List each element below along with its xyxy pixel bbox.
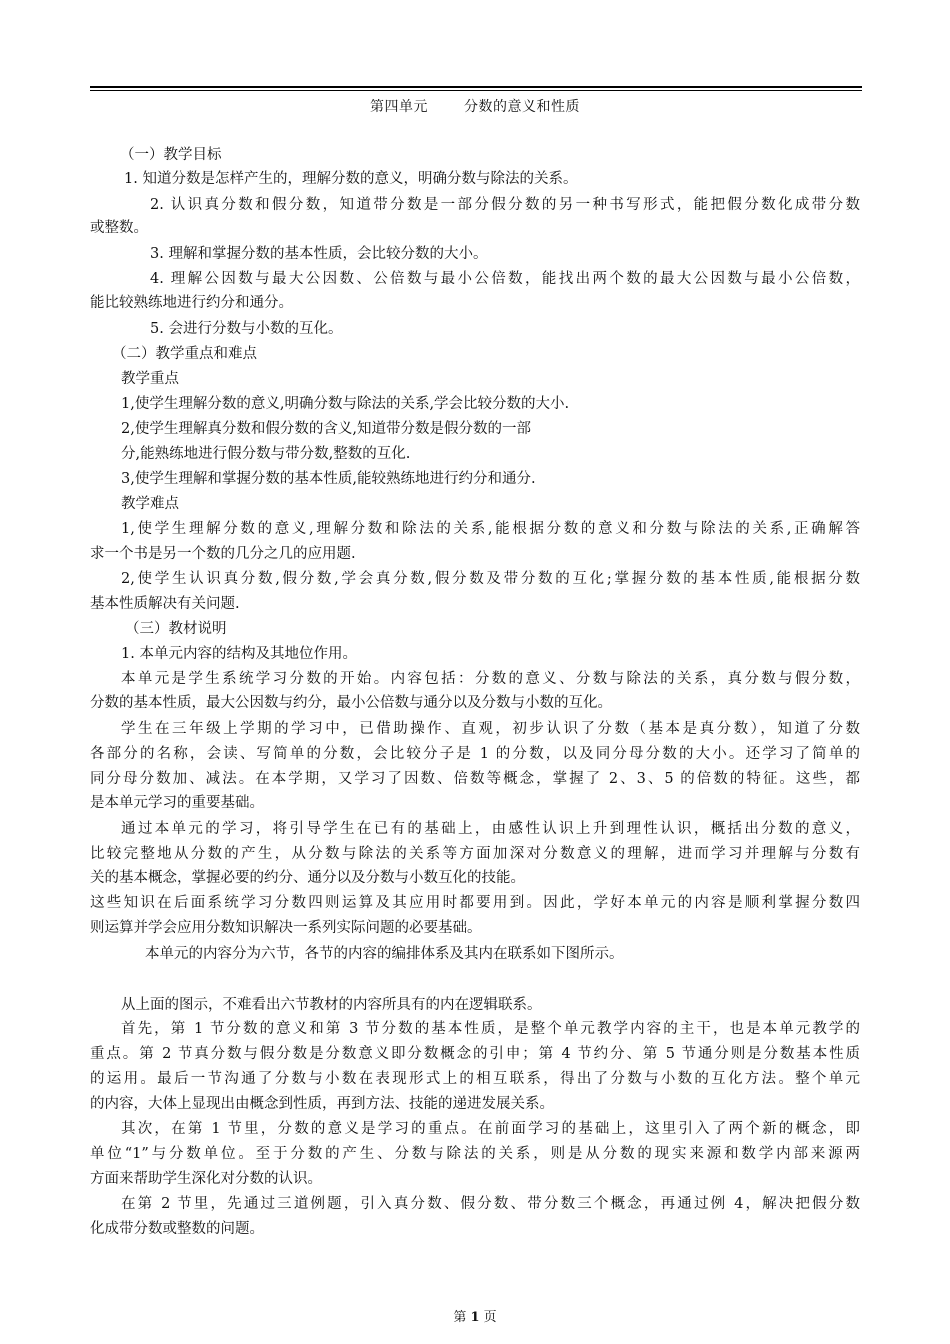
text-line: 分,能熟练地进行假分数与带分数,整数的互化.	[121, 446, 411, 462]
text-line: 关的基本概念，掌握必要的约分、通分以及分数与小数互化的技能。	[90, 870, 525, 886]
page-footer	[0, 1306, 950, 1325]
text-line: 在第 2 节里，先通过三道例题，引入真分数、假分数、带分数三个概念，再通过例 4，解决把假分数	[121, 1196, 860, 1212]
text-line: 3. 理解和掌握分数的基本性质，会比较分数的大小。	[150, 246, 488, 262]
text-line: 从上面的图示，不难看出六节教材的内容所具有的内在逻辑联系。	[121, 997, 542, 1013]
text-line: 这些知识在后面系统学习分数四则运算及其应用时都要用到。因此，学好本单元的内容是顺利掌握分数四	[90, 895, 860, 911]
text-line: 的运用。最后一节沟通了分数与小数在表现形式上的相互联系，得出了分数与小数的互化方法。整个单元	[90, 1071, 860, 1087]
subheading: 教学重点	[121, 371, 179, 387]
title-unit: 第四单元	[370, 99, 428, 115]
section-heading: （二）教学重点和难点	[112, 346, 257, 362]
text-line: 重点。第 2 节真分数与假分数是分数意义即分数概念的引申；第 4 节约分、第 5 节通分则是分数基本性质	[90, 1046, 860, 1062]
text-line: 各部分的名称，会读、写简单的分数，会比较分子是 1 的分数，以及同分母分数的大小。还学习了简单的	[90, 746, 860, 762]
text-line: 则运算并学会应用分数知识解决一系列实际问题的必要基础。	[90, 920, 482, 936]
text-line: 的内容，大体上显现出由概念到性质，再到方法、技能的递进发展关系。	[90, 1096, 554, 1112]
text-line: 学生在三年级上学期的学习中，已借助操作、直观，初步认识了分数（基本是真分数），知道了分数	[121, 721, 860, 737]
text-line: 1. 知道分数是怎样产生的，理解分数的意义，明确分数与除法的关系。	[124, 171, 578, 187]
text-line: 4. 理解公因数与最大公因数、公倍数与最小公倍数，能找出两个数的最大公因数与最小公倍数，	[150, 271, 860, 287]
text-line: 2. 认识真分数和假分数，知道带分数是一部分假分数的另一种书写形式，能把假分数化成带分数	[150, 197, 860, 213]
text-line: 1. 本单元内容的结构及其地位作用。	[121, 646, 357, 662]
page-number: 1	[470, 1310, 480, 1325]
text-line: 其次，在第 1 节里，分数的意义是学习的重点。在前面学习的基础上，这里引入了两个新的概念，即	[121, 1121, 860, 1137]
text-line: 本单元是学生系统学习分数的开始。内容包括：分数的意义、分数与除法的关系，真分数与假分数，	[121, 671, 860, 687]
header-rule-thin	[90, 90, 862, 91]
text-line: 求一个书是另一个数的几分之几的应用题.	[90, 546, 356, 562]
text-line: 2,使学生理解真分数和假分数的含义,知道带分数是假分数的一部	[121, 421, 531, 437]
text-line: 比较完整地从分数的产生，从分数与除法的关系等方面加深对分数意义的理解，进而学习并理解与分数有	[90, 846, 860, 862]
text-line: 2,使学生认识真分数,假分数,学会真分数,假分数及带分数的互化;掌握分数的基本性质,能根据分数	[121, 571, 860, 587]
text-line: 首先，第 1 节分数的意义和第 3 节分数的基本性质，是整个单元教学内容的主干，也是本单元教学的	[121, 1021, 860, 1037]
text-line: 本单元的内容分为六节，各节的内容的编排体系及其内在联系如下图所示。	[145, 946, 624, 962]
text-line: 同分母分数加、减法。在本学期，又学习了因数、倍数等概念，掌握了 2、3、5 的倍数的特征。这些，都	[90, 771, 860, 787]
header-rule-thick	[90, 86, 862, 88]
text-line: 1,使学生理解分数的意义,明确分数与除法的关系,学会比较分数的大小.	[121, 396, 570, 412]
text-line: 方面来帮助学生深化对分数的认识。	[90, 1171, 322, 1187]
text-line: 5. 会进行分数与小数的互化。	[150, 321, 343, 337]
text-line: 能比较熟练地进行约分和通分。	[90, 295, 293, 311]
text-line: 3,使学生理解和掌握分数的基本性质,能较熟练地进行约分和通分.	[121, 471, 536, 487]
subheading: 教学难点	[121, 496, 179, 512]
text-line: 通过本单元的学习，将引导学生在已有的基础上，由感性认识上升到理性认识，概括出分数的意义，	[121, 821, 860, 837]
section-heading: （三）教材说明	[125, 621, 227, 637]
section-heading: （一）教学目标	[120, 147, 222, 163]
text-line: 或整数。	[90, 220, 148, 236]
footer-prefix: 第	[453, 1310, 467, 1325]
footer-suffix: 页	[483, 1310, 497, 1325]
text-line: 是本单元学习的重要基础。	[90, 795, 264, 811]
text-line: 化成带分数或整数的问题。	[90, 1221, 264, 1237]
page-title	[0, 96, 950, 116]
text-line: 分数的基本性质，最大公因数与约分，最小公倍数与通分以及分数与小数的互化。	[90, 695, 612, 711]
title-topic: 分数的意义和性质	[464, 99, 580, 115]
text-line: 基本性质解决有关问题.	[90, 596, 240, 612]
text-line: 单位“1”与分数单位。至于分数的产生、分数与除法的关系，则是从分数的现实来源和数学内部来源两	[90, 1146, 860, 1162]
text-line: 1,使学生理解分数的意义,理解分数和除法的关系,能根据分数的意义和分数与除法的关系,正确解答	[121, 521, 860, 537]
